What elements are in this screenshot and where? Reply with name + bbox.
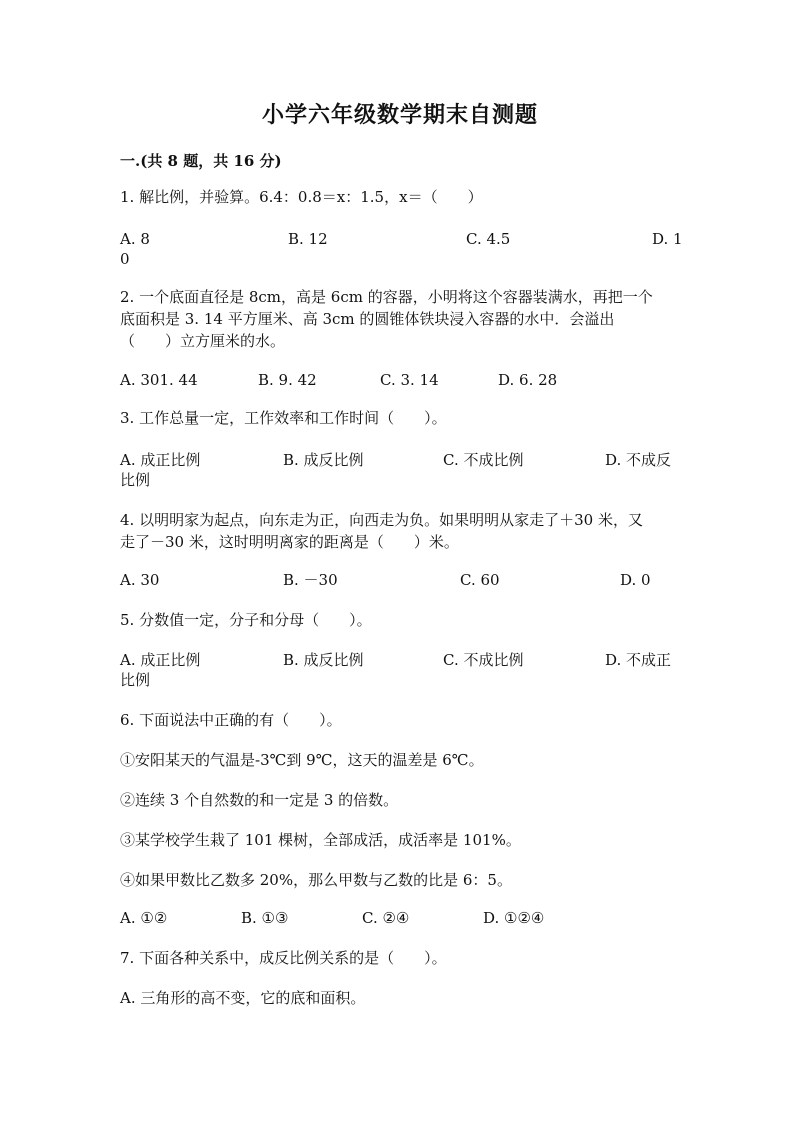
question-6-stem: 6. 下面说法中正确的有（ ）。 [120,711,342,729]
q2-option-a: A. 301. 44 [120,371,198,389]
question-2-stem-line-3: （ ）立方厘米的水。 [120,332,286,350]
q6-option-d: D. ①②④ [483,909,545,927]
q5-option-d: D. 不成正 [605,651,672,669]
question-6-statement-2: ②连续 3 个自然数的和一定是 3 的倍数。 [120,791,399,809]
q1-option-d: D. 1 [652,230,683,248]
q4-option-a: A. 30 [120,571,160,589]
question-6-statement-1: ①安阳某天的气温是-3℃到 9℃，这天的温差是 6℃。 [120,751,484,769]
question-6-statement-4: ④如果甲数比乙数多 20%，那么甲数与乙数的比是 6：5。 [120,871,512,889]
q3-option-d-wrap: 比例 [120,471,151,489]
q2-option-d: D. 6. 28 [498,371,558,389]
q2-option-b: B. 9. 42 [258,371,317,389]
q5-option-d-wrap: 比例 [120,671,151,689]
section-header: 一.(共 8 题，共 16 分) [120,152,282,170]
question-7-stem: 7. 下面各种关系中，成反比例关系的是（ ）。 [120,949,447,967]
q4-option-d: D. 0 [620,571,651,589]
q1-option-d-wrap: 0 [120,250,130,268]
q6-option-a: A. ①② [120,909,168,927]
q5-option-a: A. 成正比例 [120,651,201,669]
q4-option-b: B. －30 [283,571,338,589]
q6-option-c: C. ②④ [362,909,410,927]
q5-option-b: B. 成反比例 [283,651,364,669]
q1-option-b: B. 12 [288,230,328,248]
q3-option-b: B. 成反比例 [283,451,364,469]
question-2-stem-line-1: 2. 一个底面直径是 8cm，高是 6cm 的容器，小明将这个容器装满水，再把一个 [120,288,653,306]
q3-option-a: A. 成正比例 [120,451,201,469]
question-1-stem: 1. 解比例，并验算。6.4：0.8＝x：1.5，x＝（ ） [120,188,483,206]
q7-option-a: A. 三角形的高不变，它的底和面积。 [120,989,366,1007]
q6-option-b: B. ①③ [241,909,289,927]
q3-option-d: D. 不成反 [605,451,672,469]
question-5-stem: 5. 分数值一定，分子和分母（ ）。 [120,611,372,629]
question-3-stem: 3. 工作总量一定，工作效率和工作时间（ ）。 [120,409,447,427]
q1-option-a: A. 8 [120,230,150,248]
question-4-stem-line-1: 4. 以明明家为起点，向东走为正，向西走为负。如果明明从家走了＋30 米，又 [120,511,643,529]
q3-option-c: C. 不成比例 [443,451,524,469]
question-6-statement-3: ③某学校学生栽了 101 棵树，全部成活，成活率是 101%。 [120,831,521,849]
question-2-stem-line-2: 底面积是 3. 14 平方厘米、高 3cm 的圆锥体铁块浸入容器的水中．会溢出 [120,310,615,328]
q5-option-c: C. 不成比例 [443,651,524,669]
q2-option-c: C. 3. 14 [380,371,439,389]
q1-option-c: C. 4.5 [466,230,511,248]
question-4-stem-line-2: 走了－30 米，这时明明离家的距离是（ ）米。 [120,533,459,551]
q4-option-c: C. 60 [460,571,500,589]
page-title: 小学六年级数学期末自测题 [261,102,538,128]
